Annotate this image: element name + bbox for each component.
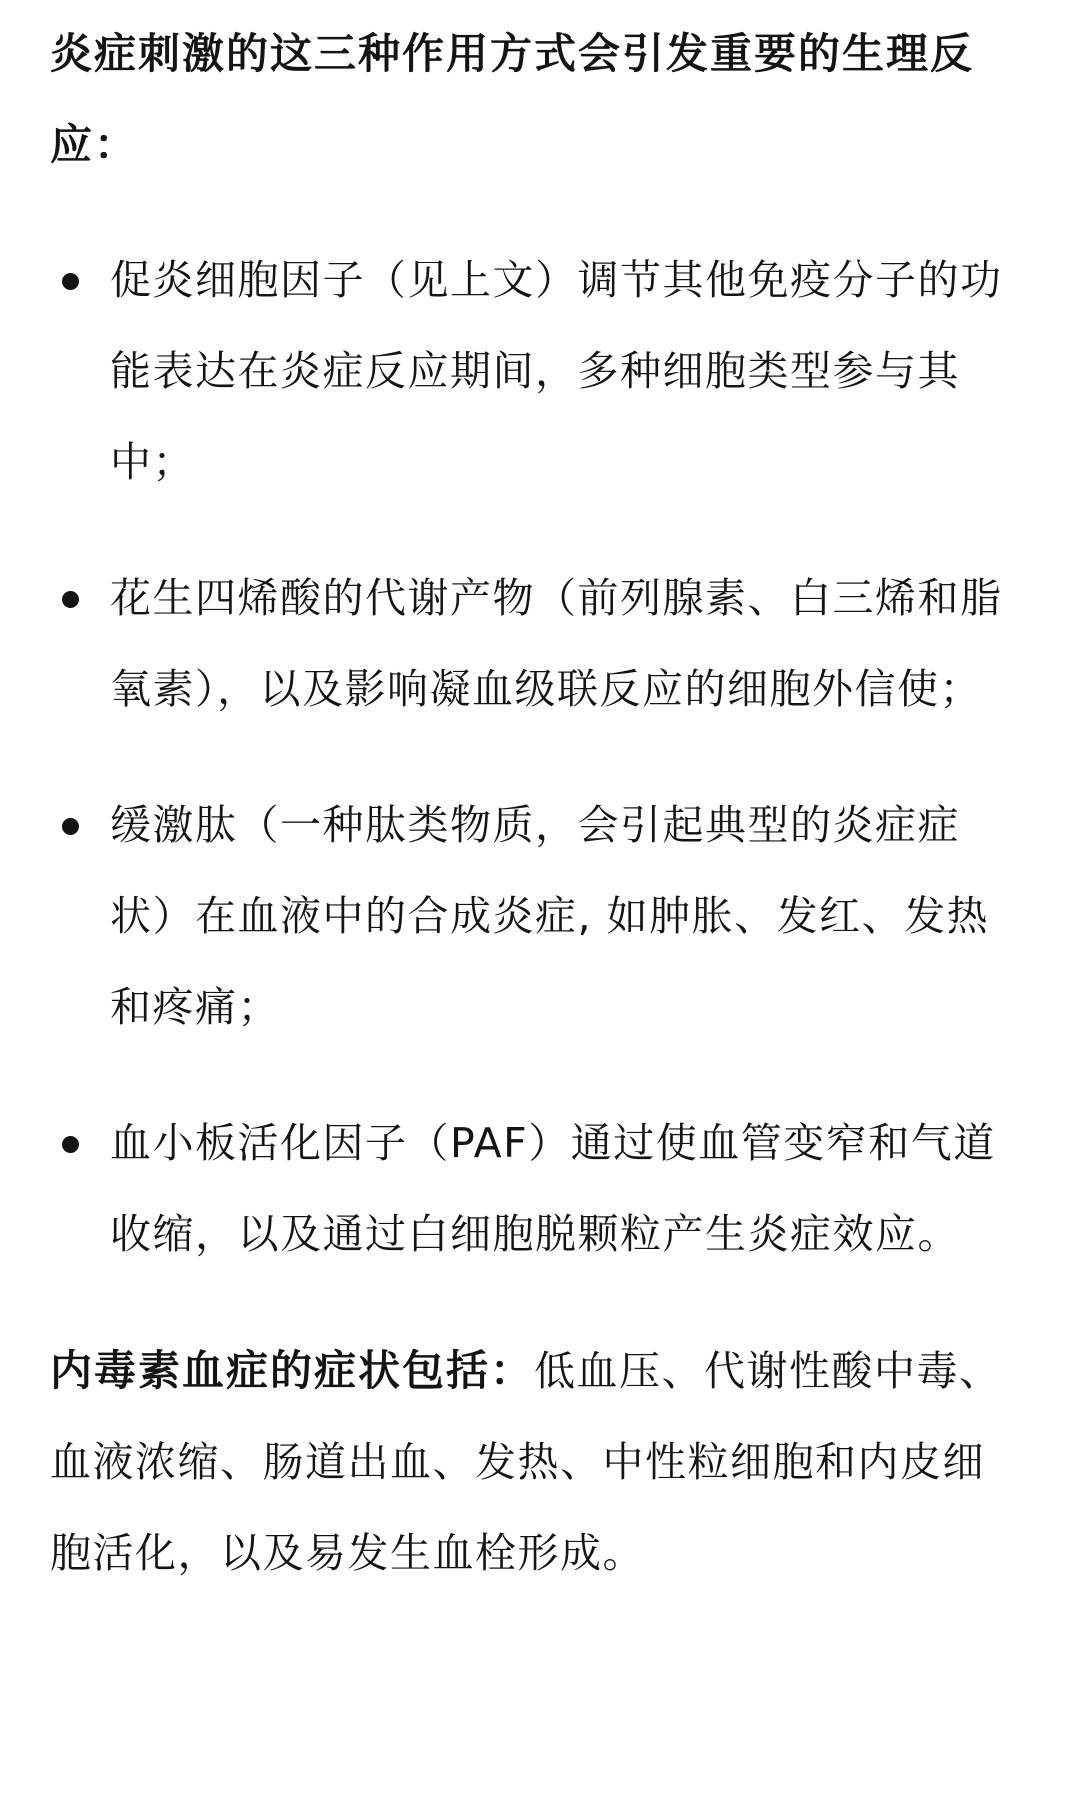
summary-text: 低血压、代谢性酸中毒、血液浓缩、肠道出血、发热、中性粒细胞和内皮细胞活化，以及易发生血栓形成。 <box>50 1347 1002 1577</box>
bullet-dot-icon <box>62 818 79 835</box>
bullet-dot-icon <box>62 591 79 608</box>
reaction-list <box>50 235 1024 1280</box>
endotoxemia-summary <box>50 1325 1024 1599</box>
bullet-dot-icon <box>62 273 79 290</box>
intro-heading: 炎症刺激的这三种作用方式会引发重要的生理反应： <box>50 29 975 169</box>
summary-label: 内毒素血症的症状包括： <box>50 1346 535 1395</box>
list-item-paf <box>50 1098 1024 1280</box>
bullet-dot-icon <box>62 1136 79 1153</box>
list-item-cytokines <box>50 235 1024 508</box>
list-item-text: 缓激肽（一种肽类物质，会引起典型的炎症症状）在血液中的合成炎症, 如肿胀、发红、发热和疼痛； <box>110 801 990 1031</box>
list-item-text: 促炎细胞因子（见上文）调节其他免疫分子的功能表达在炎症反应期间，多种细胞类型参与其中； <box>110 256 1003 486</box>
list-item-text: 血小板活化因子（PAF）通过使血管变窄和气道收缩，以及通过白细胞脱颗粒产生炎症效应。 <box>110 1119 996 1258</box>
list-item-text: 花生四烯酸的代谢产物（前列腺素、白三烯和脂氧素），以及影响凝血级联反应的细胞外信使； <box>110 574 1003 713</box>
list-item-arachidonic-acid <box>50 553 1024 735</box>
list-item-bradykinin <box>50 780 1024 1053</box>
